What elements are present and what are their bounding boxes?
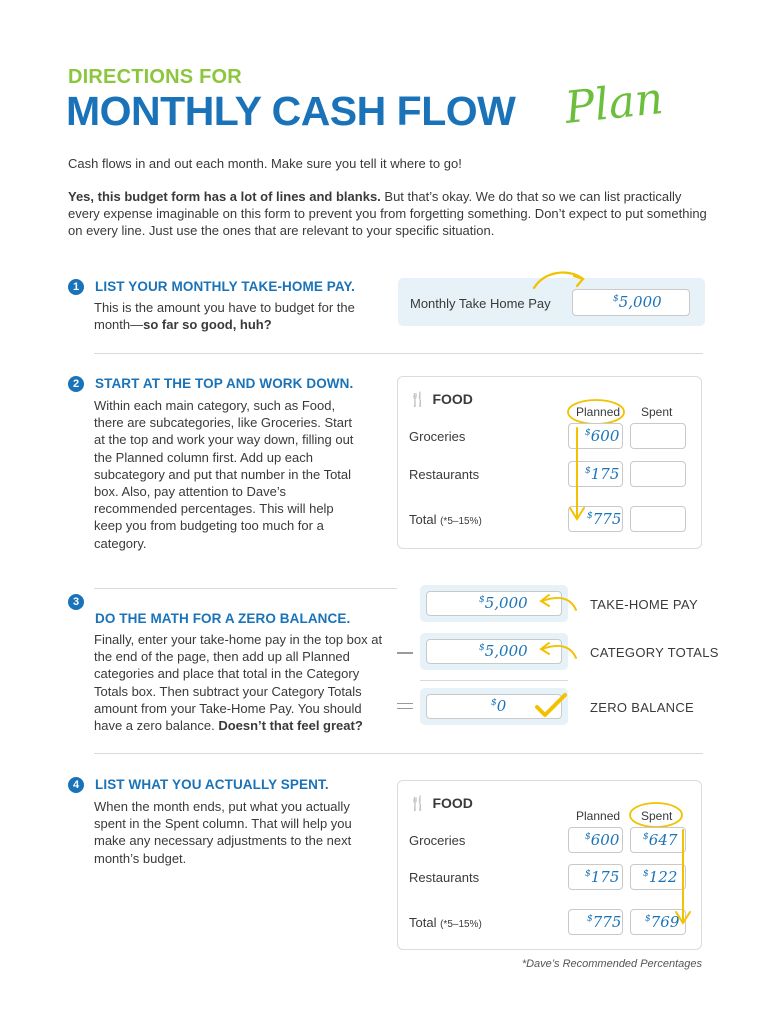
col-spent-label-2: Spent (641, 809, 673, 823)
step-3-number: 3 (68, 594, 84, 610)
total-percentage: (*5–15%) (440, 516, 482, 527)
fork-knife-icon: 🍴 (409, 391, 427, 407)
step-2-number: 2 (68, 376, 84, 392)
left-arrow-annotation-icon-2 (536, 638, 580, 662)
spent-field-total[interactable] (630, 506, 686, 532)
intro-rest: But that’s okay. We do that so we can list practically every expense imaginable on this form to prevent you from forgetting something. Don’t expect to put something on every line. Just use the ones that are relevant to your specific situation. (68, 189, 707, 238)
step-3-body-text: Finally, enter your take-home pay in the top box at the end of the page, then add up all Planned categories and place that total in the Category Totals box. Then subtract your Category Totals amount from your Take-Home Pay. You should have a zero balance. (94, 632, 383, 734)
take-home-pay-value: $5,000 (613, 293, 662, 311)
down-arrow-annotation-icon-2 (674, 828, 694, 928)
spent-value-groceries: 647 (648, 831, 678, 849)
planned-value-total-2: 775 (592, 913, 622, 931)
spent-field-restaurants-2[interactable]: $122 (630, 864, 686, 890)
row-label-restaurants-2: Restaurants (409, 870, 480, 885)
category-totals-box-value: 5,000 (484, 642, 528, 660)
col-planned-label-2: Planned (576, 809, 621, 823)
row-label-groceries-2: Groceries (409, 833, 466, 848)
step-1-body-bold: so far so good, huh? (143, 317, 272, 333)
col-spent-label: Spent (641, 405, 673, 419)
planned-value-restaurants: 175 (590, 465, 620, 483)
spent-value-total: 769 (650, 913, 680, 931)
row-label-restaurants: Restaurants (409, 467, 480, 482)
intro-line-1: Cash flows in and out each month. Make sure you tell it where to go! (68, 156, 462, 171)
total-label-2: Total (*5–15%) (409, 915, 482, 930)
spent-field-groceries[interactable] (630, 423, 686, 449)
divider-1 (94, 353, 703, 354)
row-label-groceries: Groceries (409, 429, 466, 444)
category-totals-caption: CATEGORY TOTALS (590, 645, 719, 660)
step-3-heading: DO THE MATH FOR A ZERO BALANCE. (95, 611, 351, 626)
minus-sign-icon (397, 652, 413, 654)
page-title: MONTHLY CASH FLOW (66, 88, 516, 134)
step-4-body: When the month ends, put what you actually spent in the Spent column. That will help you make any necessary adjustments to the next month’s budget. (94, 799, 352, 866)
spent-field-total-2[interactable]: $769 (630, 909, 686, 935)
planned-field-restaurants[interactable]: $175 (568, 461, 623, 487)
step-3-body (94, 631, 386, 734)
fork-knife-icon-2: 🍴 (409, 795, 427, 811)
take-home-pay-caption: TAKE-HOME PAY (590, 597, 698, 612)
total-label: Total (*5–15%) (409, 512, 482, 527)
col-planned-label: Planned (576, 405, 621, 419)
planned-field-groceries-2[interactable]: $600 (568, 827, 623, 853)
circle-annotation-icon-2 (627, 800, 685, 830)
spent-field-restaurants[interactable] (630, 461, 686, 487)
zero-balance-box-value: 0 (496, 697, 507, 715)
total-percentage-2: (*5–15%) (440, 919, 482, 930)
planned-field-total[interactable]: $775 (568, 506, 623, 532)
checkmark-icon (534, 692, 568, 720)
footnote: *Dave’s Recommended Percentages (521, 958, 702, 970)
step-4-number: 4 (68, 777, 84, 793)
planned-value-groceries-2: 600 (590, 831, 620, 849)
spent-value-restaurants: 122 (648, 868, 678, 886)
planned-field-restaurants-2[interactable]: $175 (568, 864, 623, 890)
step-1-heading: LIST YOUR MONTHLY TAKE-HOME PAY. (95, 279, 355, 294)
food-category-heading-2: 🍴 FOOD (409, 795, 473, 811)
divider-3 (420, 680, 568, 681)
down-arrow-annotation-icon (568, 426, 588, 526)
step-4-heading: LIST WHAT YOU ACTUALLY SPENT. (95, 777, 329, 792)
take-home-pay-label: Monthly Take Home Pay (410, 296, 551, 311)
category-totals-box[interactable]: $5,000 (426, 639, 562, 664)
take-home-pay-box-value: 5,000 (484, 594, 528, 612)
planned-value-restaurants-2: 175 (590, 868, 620, 886)
food-category-heading: 🍴 FOOD (409, 391, 473, 407)
step-3-body-bold: Doesn’t that feel great? (218, 718, 363, 734)
plan-script-word: Plan (562, 73, 666, 134)
planned-value-groceries: 600 (590, 427, 620, 445)
step-2-heading: START AT THE TOP AND WORK DOWN. (95, 376, 354, 391)
step-1-number: 1 (68, 279, 84, 295)
header-subtitle: DIRECTIONS FOR (68, 66, 242, 88)
planned-field-total-2[interactable]: $775 (568, 909, 623, 935)
zero-balance-box[interactable]: $0 (426, 694, 562, 719)
divider-2 (94, 588, 397, 589)
planned-value-total: 775 (592, 510, 622, 528)
step-1-body-text: This is the amount you have to budget for the month— (94, 300, 355, 333)
planned-field-groceries[interactable]: $600 (568, 423, 623, 449)
intro-bold: Yes, this budget form has a lot of lines and blanks. (68, 189, 381, 204)
equals-sign-icon (397, 703, 413, 709)
divider-4 (94, 753, 703, 754)
take-home-pay-box[interactable]: $5,000 (426, 591, 562, 616)
intro-paragraph (68, 188, 708, 239)
left-arrow-annotation-icon (536, 590, 580, 614)
zero-balance-caption: ZERO BALANCE (590, 700, 695, 715)
spent-field-groceries-2[interactable]: $647 (630, 827, 686, 853)
arrow-annotation-icon (530, 266, 590, 296)
step-1-body (94, 299, 384, 333)
step-2-body: Within each main category, such as Food, there are subcategories, like Groceries. Start at the top and work your way down, filling out the Planned column first. Add up each subcategory and put that number in the Total box. Also, pay attention to Dave’s recommended percentages. This will help keep you from budgeting too much for a category. (94, 398, 354, 551)
